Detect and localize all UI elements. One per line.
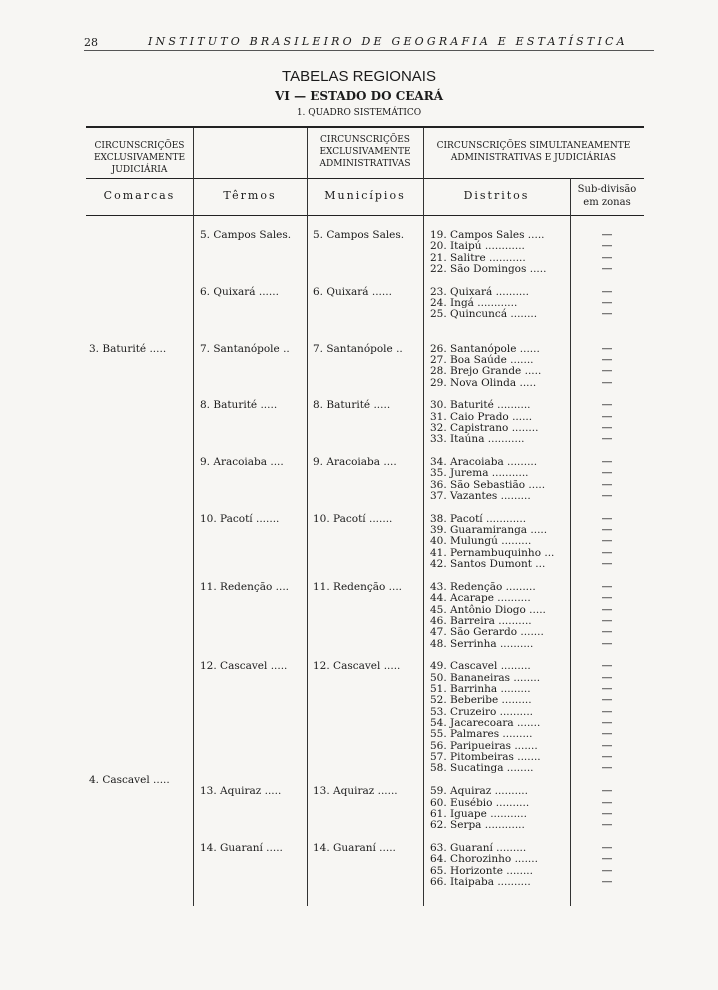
distrito-cell: 47. São Gerardo ....... xyxy=(430,626,544,639)
distrito-cell: 64. Chorozinho ....... xyxy=(430,853,538,866)
distrito-cell: 43. Redenção ......... xyxy=(430,580,536,593)
municipio-cell: 7. Santanópole .. xyxy=(313,342,403,355)
column-header-subdivisao: Sub-divisão em zonas xyxy=(577,184,637,208)
zona-cell: — xyxy=(601,432,613,446)
municipio-cell: 12. Cascavel ..... xyxy=(313,660,401,673)
municipio-cell: 6. Quixará ...... xyxy=(313,285,392,298)
distrito-cell: 27. Boa Saúde ....... xyxy=(430,353,534,366)
comarca-cell: 3. Baturité ..... xyxy=(89,342,167,355)
zona-cell: — xyxy=(601,602,613,616)
zona-cell: — xyxy=(601,455,613,468)
distrito-cell: 22. São Domingos ..... xyxy=(430,263,547,276)
zona-cell: — xyxy=(601,307,613,321)
zona-cell: — xyxy=(601,818,613,832)
distrito-cell: 41. Pernambuquinho ... xyxy=(430,546,555,559)
municipio-cell: 8. Baturité ..... xyxy=(313,399,391,412)
distrito-cell: 48. Serrinha .......... xyxy=(430,637,534,650)
zona-cell: — xyxy=(601,296,613,310)
comarca-cell: 4. Cascavel ..... xyxy=(89,773,170,786)
zona-cell: — xyxy=(601,489,613,503)
distrito-cell: 33. Itaúna ........... xyxy=(430,433,525,446)
distrito-cell: 37. Vazantes ......... xyxy=(430,490,531,503)
zona-cell: — xyxy=(601,250,613,264)
zona-cell: — xyxy=(601,228,613,241)
termo-cell: 6. Quixará ...... xyxy=(200,285,279,298)
zona-cell: — xyxy=(601,863,613,877)
distrito-cell: 44. Acarape .......... xyxy=(430,592,531,605)
distrito-cell: 65. Horizonte ........ xyxy=(430,864,533,877)
zona-cell: — xyxy=(601,795,613,809)
zona-cell: — xyxy=(601,477,613,491)
distrito-cell: 53. Cruzeiro .......... xyxy=(430,705,534,718)
distrito-cell: 60. Eusébio .......... xyxy=(430,796,530,809)
zona-cell: — xyxy=(601,659,613,673)
zona-cell: — xyxy=(601,704,613,718)
municipio-cell: 11. Redenção .... xyxy=(313,580,403,593)
zona-cell: — xyxy=(601,591,613,605)
header-rule xyxy=(84,50,654,51)
distrito-cell: 45. Antônio Diogo ..... xyxy=(430,603,546,616)
zona-cell: — xyxy=(601,284,613,298)
zona-cell: — xyxy=(601,738,613,752)
distrito-cell: 40. Mulungú ......... xyxy=(430,535,532,548)
column-header-termos: Têrmos xyxy=(223,189,277,202)
distrito-cell: 42. Santos Dumont ... xyxy=(430,558,546,571)
zona-cell: — xyxy=(601,262,613,276)
table-top-rule xyxy=(86,126,644,128)
table-subtitle: VI — ESTADO DO CEARÁ xyxy=(274,89,444,103)
distrito-cell: 57. Pitombeiras ....... xyxy=(430,751,541,764)
zona-cell: — xyxy=(601,523,613,537)
distrito-cell: 25. Quincuncá ........ xyxy=(430,308,538,321)
zona-cell: — xyxy=(601,398,613,412)
group-header-simultaneas: CIRCUNSCRIÇÕES SIMULTANEAMENTE ADMINISTRATIVAS E JUDICIÁRIAS xyxy=(436,141,631,163)
zona-cell: — xyxy=(601,466,613,480)
termo-cell: 13. Aquiraz ..... xyxy=(200,785,282,798)
distrito-cell: 50. Bananeiras ........ xyxy=(430,671,541,684)
distrito-cell: 28. Brejo Grande ..... xyxy=(430,365,542,378)
distrito-cell: 39. Guaramiranga ..... xyxy=(430,524,548,537)
distrito-cell: 54. Jacarecoara ....... xyxy=(430,717,541,730)
column-divider xyxy=(307,128,308,906)
distrito-cell: 52. Beberibe ......... xyxy=(430,694,532,707)
municipio-cell: 10. Pacotí ....... xyxy=(313,512,393,525)
distrito-cell: 23. Quixará .......... xyxy=(430,285,529,298)
group-header-administrativas: CIRCUNSCRIÇÕES EXCLUSIVAMENTE ADMINISTRATIVAS xyxy=(319,135,411,169)
distrito-cell: 55. Palmares ......... xyxy=(430,728,533,741)
zona-cell: — xyxy=(601,239,613,253)
distrito-cell: 26. Santanópole ...... xyxy=(430,342,540,355)
termo-cell: 9. Aracoiaba .... xyxy=(200,456,284,468)
distrito-cell: 34. Aracoiaba ......... xyxy=(430,456,538,468)
zona-cell: — xyxy=(601,636,613,650)
zona-cell: — xyxy=(601,750,613,764)
distrito-cell: 36. São Sebastião ..... xyxy=(430,478,546,491)
zona-cell: — xyxy=(601,670,613,684)
distrito-cell: 56. Paripueiras ....... xyxy=(430,739,538,752)
group-header-rule xyxy=(86,178,644,179)
zona-cell: — xyxy=(601,364,613,378)
page-number: 28 xyxy=(84,36,98,49)
column-header-rule xyxy=(86,215,644,216)
zona-cell: — xyxy=(601,852,613,866)
table-title: TABELAS REGIONAIS xyxy=(282,68,436,85)
zona-cell: — xyxy=(601,545,613,559)
zona-cell: — xyxy=(601,682,613,695)
distrito-cell: 31. Caio Prado ...... xyxy=(430,410,533,423)
zona-cell: — xyxy=(601,761,613,775)
distrito-cell: 62. Serpa ............ xyxy=(430,819,525,832)
column-divider xyxy=(193,128,194,906)
zona-cell: — xyxy=(601,716,613,730)
zona-cell: — xyxy=(601,352,613,366)
distrito-cell: 63. Guaraní ......... xyxy=(430,841,527,854)
table-section: 1. QUADRO SISTEMÁTICO xyxy=(296,108,422,118)
zona-cell: — xyxy=(601,511,613,525)
zona-cell: — xyxy=(601,341,613,355)
zona-cell: — xyxy=(601,534,613,548)
distrito-cell: 51. Barrinha ......... xyxy=(430,683,531,695)
zona-cell: — xyxy=(601,840,613,854)
distrito-cell: 29. Nova Olinda ..... xyxy=(430,376,537,389)
zona-cell: — xyxy=(601,693,613,707)
distrito-cell: 49. Cascavel ......... xyxy=(430,660,531,673)
zona-cell: — xyxy=(601,727,613,741)
distrito-cell: 66. Itaipaba .......... xyxy=(430,875,531,888)
termo-cell: 10. Pacotí ....... xyxy=(200,512,280,525)
distrito-cell: 19. Campos Sales ..... xyxy=(430,229,545,241)
distrito-cell: 46. Barreira .......... xyxy=(430,614,532,627)
municipio-cell: 5. Campos Sales. xyxy=(313,229,405,241)
termo-cell: 11. Redenção .... xyxy=(200,580,290,593)
termo-cell: 5. Campos Sales. xyxy=(200,229,292,241)
municipio-cell: 9. Aracoiaba .... xyxy=(313,456,397,468)
zona-cell: — xyxy=(601,375,613,389)
termo-cell: 7. Santanópole .. xyxy=(200,342,290,355)
zona-cell: — xyxy=(601,579,613,593)
zona-cell: — xyxy=(601,420,613,434)
zona-cell: — xyxy=(601,613,613,627)
municipio-cell: 13. Aquiraz ...... xyxy=(313,785,398,798)
zona-cell: — xyxy=(601,784,613,798)
distrito-cell: 20. Itaipú ............ xyxy=(430,240,525,253)
distrito-cell: 24. Ingá ............ xyxy=(430,297,518,310)
distrito-cell: 59. Aquiraz .......... xyxy=(430,785,528,798)
column-header-municipios: Municípios xyxy=(324,189,406,202)
termo-cell: 14. Guaraní ..... xyxy=(200,841,283,854)
column-header-comarcas: Comarcas xyxy=(103,189,176,202)
termo-cell: 8. Baturité ..... xyxy=(200,399,278,412)
group-header-judiciaria: CIRCUNSCRIÇÕES EXCLUSIVAMENTE JUDICIÁRIA xyxy=(93,141,186,175)
distrito-cell: 35. Jurema ........... xyxy=(430,467,529,480)
column-header-distritos: Distritos xyxy=(463,189,530,202)
zona-cell: — xyxy=(601,409,613,423)
termo-cell: 12. Cascavel ..... xyxy=(200,660,288,673)
running-header: INSTITUTO BRASILEIRO DE GEOGRAFIA E ESTATÍSTICA xyxy=(148,35,628,48)
distrito-cell: 30. Baturité .......... xyxy=(430,399,531,412)
zona-cell: — xyxy=(601,874,613,888)
municipio-cell: 14. Guaraní ..... xyxy=(313,841,396,854)
distrito-cell: 32. Capistrano ........ xyxy=(430,421,539,434)
zona-cell: — xyxy=(601,557,613,571)
zona-cell: — xyxy=(601,625,613,639)
distrito-cell: 58. Sucatinga ........ xyxy=(430,762,534,775)
column-divider xyxy=(423,128,424,906)
distrito-cell: 38. Pacotí ............ xyxy=(430,512,527,525)
distrito-cell: 61. Iguape ........... xyxy=(430,807,527,820)
distrito-cell: 21. Salitre ........... xyxy=(430,251,526,264)
zona-cell: — xyxy=(601,806,613,820)
